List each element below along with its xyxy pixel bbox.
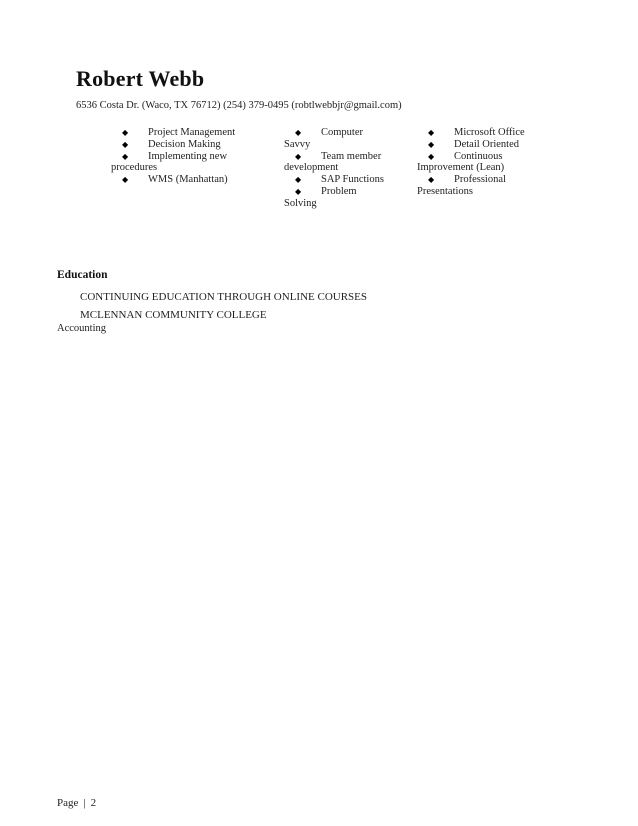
skill-label: Decision Making (148, 138, 221, 150)
skills-column-2 (284, 127, 384, 210)
contact-line: 6536 Costa Dr. (Waco, TX 76712) (254) 379-0495 (robtlwebbjr@gmail.com) (76, 100, 402, 111)
skill-item (111, 151, 251, 175)
diamond-bullet-icon: ◆ (295, 186, 302, 196)
diamond-bullet-icon: ◆ (122, 175, 129, 185)
skills-column-3 (417, 127, 537, 198)
skill-label: Detail Oriented (454, 138, 520, 150)
skill-item (284, 151, 384, 175)
page-separator: | (83, 797, 86, 809)
skill-item (111, 127, 251, 139)
diamond-bullet-icon: ◆ (428, 151, 435, 161)
skill-label: Project Management (148, 127, 236, 138)
skill-label: Microsoft Office (454, 127, 525, 138)
page-label: Page (57, 797, 79, 809)
skill-label: Professional Presentations (417, 174, 506, 197)
candidate-name: Robert Webb (76, 66, 205, 91)
skill-label: Implementing new procedures (111, 150, 228, 174)
skill-label: Continuous Improvement (Lean) (417, 150, 505, 174)
skill-label: SAP Functions (321, 174, 384, 186)
skill-item (284, 174, 384, 186)
skill-label: Computer Savvy (284, 127, 363, 150)
education-school: CONTINUING EDUCATION THROUGH ONLINE COURSES (80, 291, 368, 303)
skill-item (417, 127, 537, 139)
diamond-bullet-icon: ◆ (122, 128, 129, 137)
education-school: MCLENNAN COMMUNITY COLLEGE (80, 309, 267, 321)
diamond-bullet-icon: ◆ (295, 175, 302, 185)
skill-label: Problem Solving (284, 185, 357, 209)
diamond-bullet-icon: ◆ (428, 175, 435, 185)
skill-item (111, 139, 251, 151)
skill-item (284, 186, 384, 210)
page-footer (57, 797, 96, 809)
diamond-bullet-icon: ◆ (122, 151, 129, 161)
skill-item (417, 151, 537, 175)
education-heading: Education (57, 269, 108, 281)
diamond-bullet-icon: ◆ (428, 128, 435, 137)
skill-item (284, 127, 384, 151)
diamond-bullet-icon: ◆ (428, 139, 435, 149)
skill-item (417, 139, 537, 151)
skill-label: WMS (Manhattan) (148, 174, 228, 186)
skill-label: Team member development (284, 150, 382, 174)
diamond-bullet-icon: ◆ (122, 139, 129, 149)
page-number: 2 (90, 797, 97, 809)
education-detail: Accounting (57, 323, 106, 334)
diamond-bullet-icon: ◆ (295, 151, 302, 161)
skill-item (417, 174, 537, 198)
skills-column-1 (111, 127, 251, 186)
skill-item (111, 174, 251, 186)
diamond-bullet-icon: ◆ (295, 128, 302, 137)
